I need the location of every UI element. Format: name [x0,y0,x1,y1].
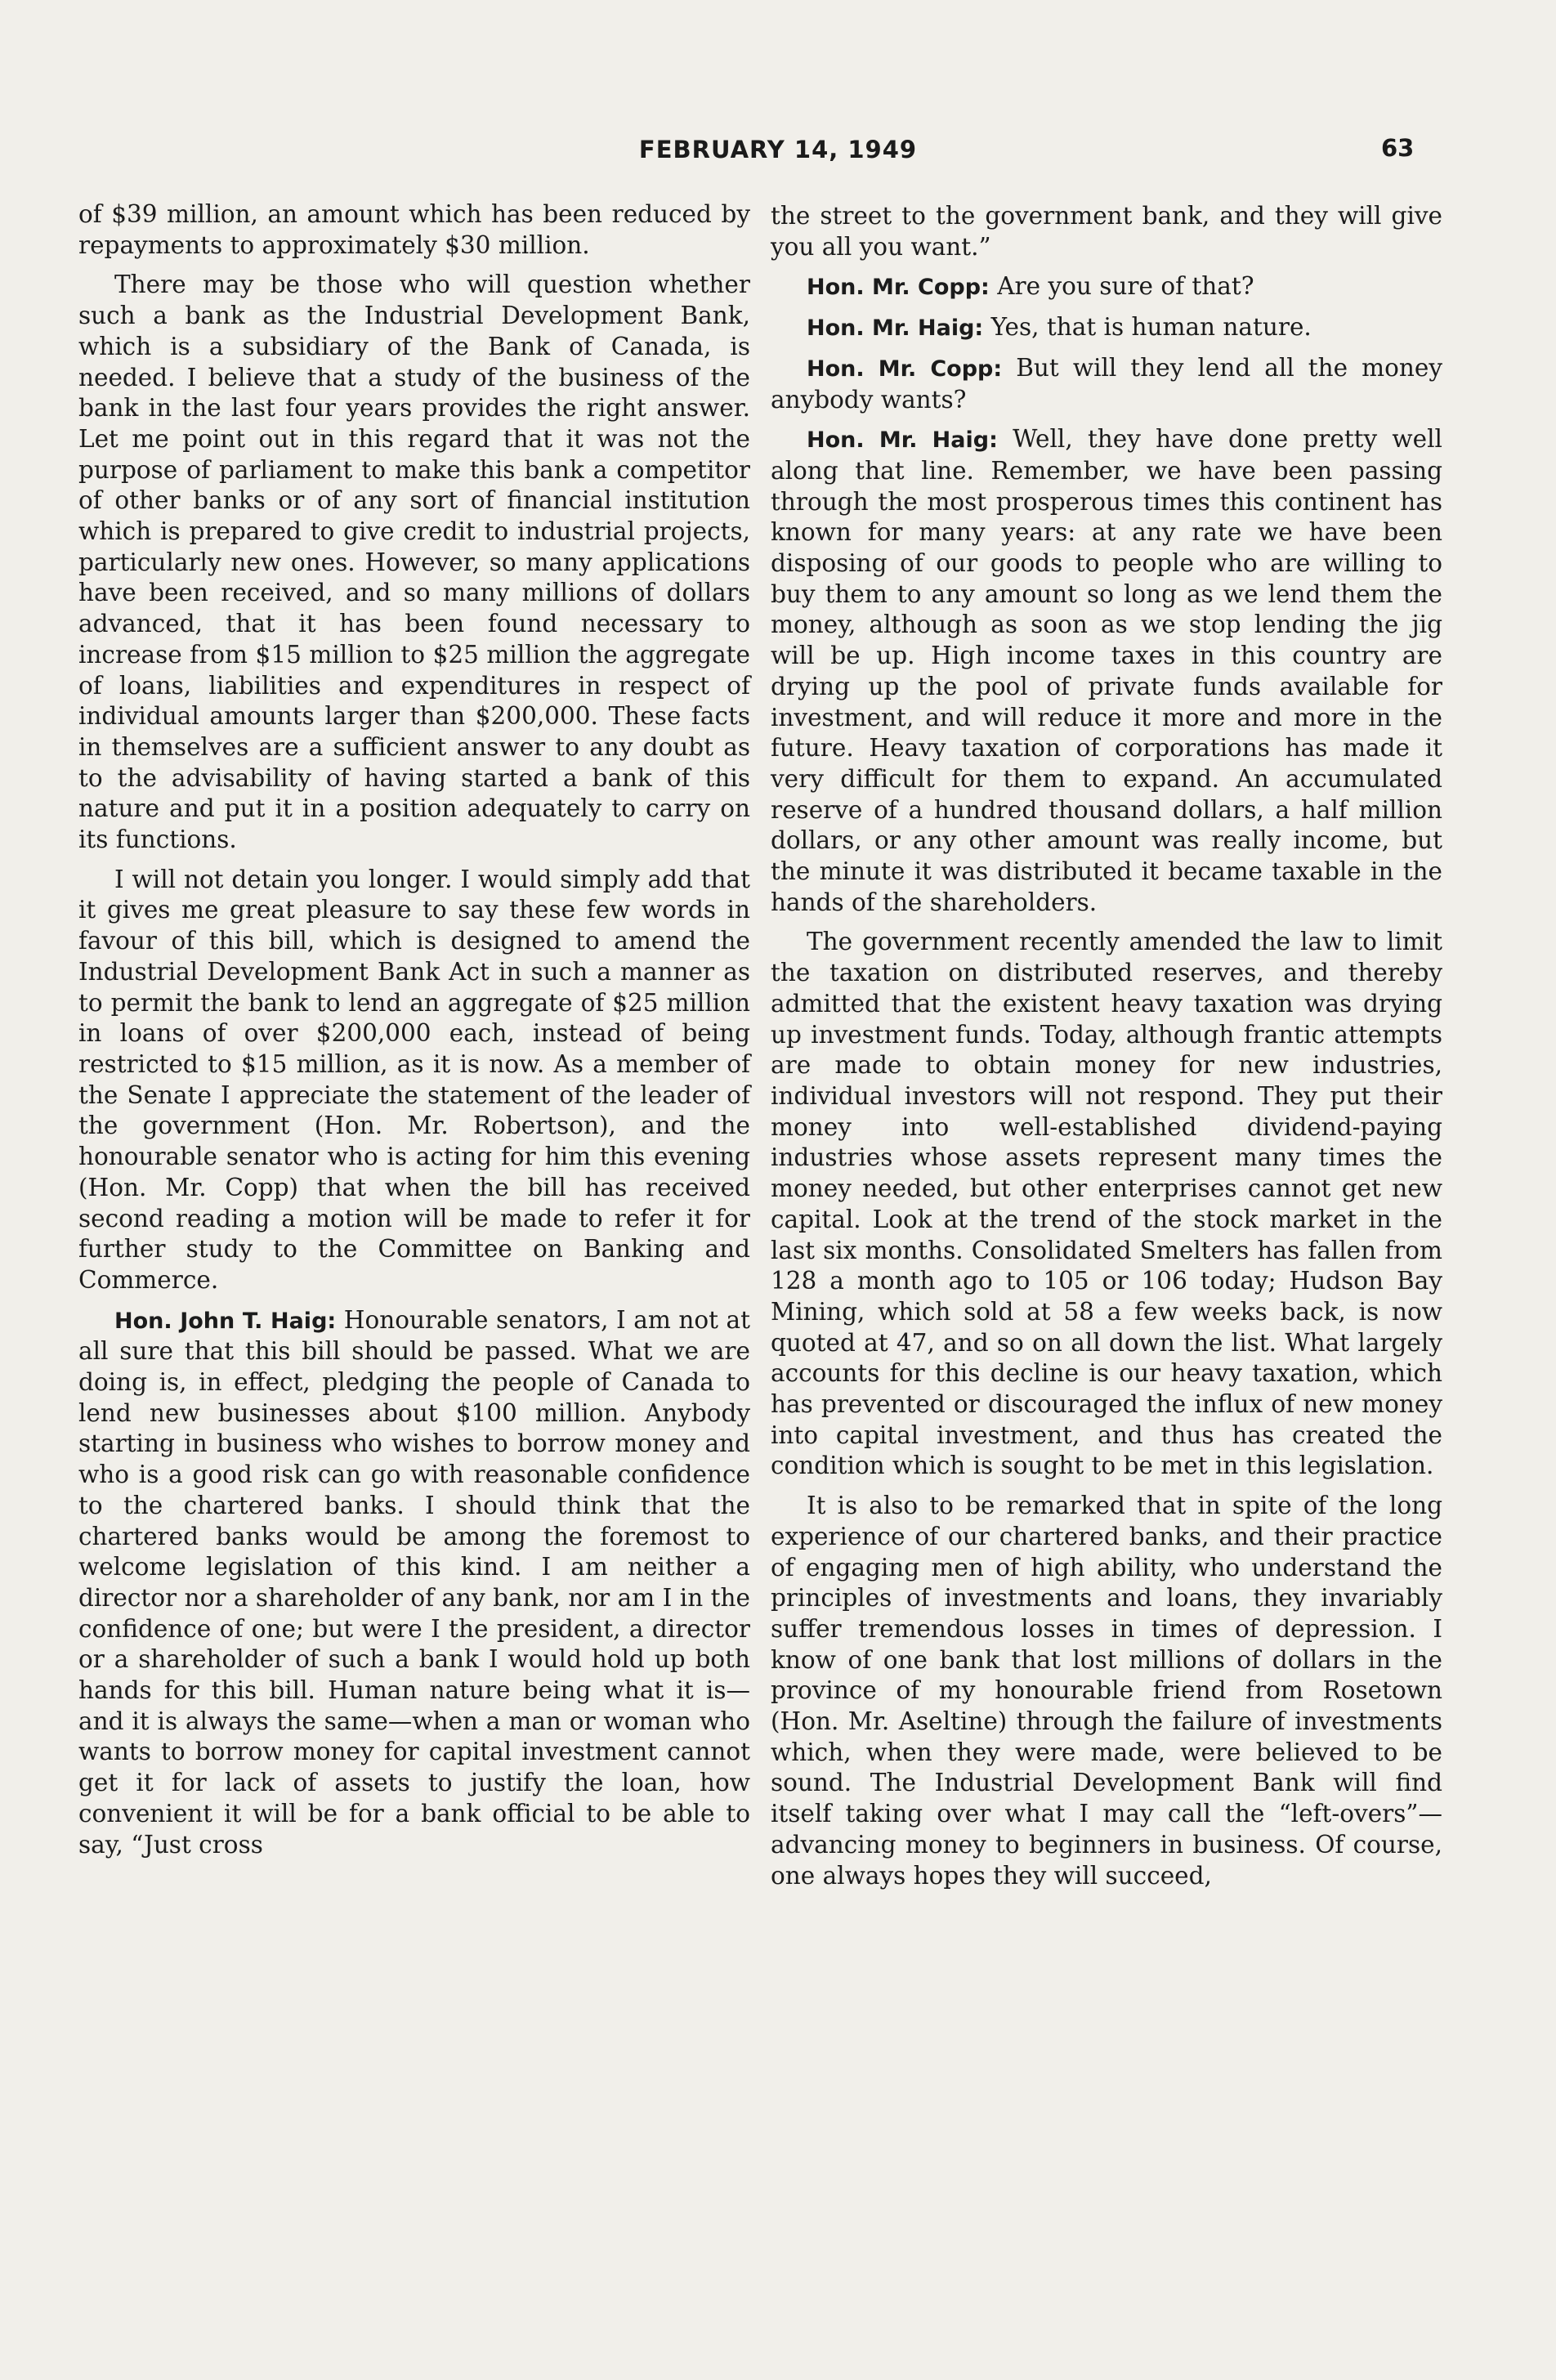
paragraph [771,1491,1442,1891]
paragraph-text: There may be those who will question whether such a bank as the Industrial Development Bank, which is a subsidiary of the Bank of Canada, is needed. I believe that a study of the business of the bank in the last four years provides the right answer. Let me point out in this regard that it was not the purpose of parliament to make this bank a competitor of other banks or of any sort of financial institution which is prepared to give credit to industrial projects, particularly new ones. However, so many applications have been received, and so many millions of dollars advanced, that it has been found necessary to increase from $15 million to $25 million the aggregate of loans, liabilities and expenditures in respect of individual amounts larger than $200,000. These facts in themselves are a sufficient answer to any doubt as to the advisability of having started a bank of this nature and put it in a position adequately to carry on its functions. [78,271,750,854]
running-head: FEBRUARY 14, 1949 [638,136,918,163]
paragraph-text: But will they lend all the money anybody wants? [771,353,1442,414]
paragraph-text: I will not detain you longer. I would simply add that it gives me great pleasure to say these few words in favour of this bill, which is designed to amend the Industrial Development Bank Act in such a manner as to permit the bank to lend an aggregate of $25 million in loans of over $200,000 each, instead of being restricted to $15 million, as it is now. As a member of the Senate I appreciate the statement of the leader of the government (Hon. Mr. Robertson), and the honourable senator who is acting for him this evening (Hon. Mr. Copp) that when the bill has received second reading a motion will be made to refer it for further study to the Committee on Banking and Commerce. [78,865,750,1294]
paragraph-text: of $39 million, an amount which has been reduced by repayments to approximately $30 million. [78,200,750,259]
speaker-name: Hon. Mr. Copp: [807,356,1003,382]
speech-paragraph [771,353,1442,415]
paragraph [78,199,750,261]
paragraph-text: Well, they have done pretty well along that line. Remember, we have been passing through the most prosperous times this continent has known for many years: at any rate we have been disposing of our goods to people who are willing to buy them to any amount so long as we lend them the money, although as soon as we stop lending the jig will be up. High income taxes in this country are drying up the pool of private funds available for investment, and will reduce it more and more in the future. Heavy taxation of corporations has made it very difficult for them to expand. An accumulated reserve of a hundred thousand dollars, a half million dollars, or any other amount was really income, but the minute it was distributed it became taxable in the hands of the shareholders. [771,425,1442,916]
speech-paragraph [771,312,1442,344]
paragraph-text: It is also to be remarked that in spite of the long experience of our chartered banks, and their practice of engaging men of high ability, who understand the principles of investments and loans, they invariably suffer tremendous losses in times of depression. I know of one bank that lost millions of dollars in the province of my honourable friend from Rosetown (Hon. Mr. Aseltine) through the failure of investments which, when they were made, were believed to be sound. The Industrial Development Bank will find itself taking over what I may call the “left-overs”—advancing money to beginners in business. Of course, one always hopes they will succeed, [771,1492,1442,1890]
right-column [771,201,1442,1900]
paragraph-text: Honourable senators, I am not at all sure that this bill should be passed. What we are doing is, in effect, pledging the people of Canada to lend new businesses about $100 million. Anybody starting in business who wishes to borrow money and who is a good risk can go with reasonable confidence to the chartered banks. I should think that the chartered banks would be among the foremost to welcome legislation of this kind. I am neither a director nor a shareholder of any bank, nor am I in the confidence of one; but were I the president, a director or a shareholder of such a bank I would hold up both hands for this bill. Human nature being what it is—and it is always the same—when a man or woman who wants to borrow money for capital investment cannot get it for lack of assets to justify the loan, how convenient it will be for a bank official to be able to say, “Just cross [78,1305,750,1859]
speech-paragraph [771,271,1442,303]
paragraph-text: The government recently amended the law to limit the taxation on distributed reserves, and thereby admitted that the existent heavy taxation was drying up investment funds. Today, although frantic attempts are made to obtain money for new industries, individual investors will not respond. They put their money into well-established dividend-paying industries whose assets represent many times the money needed, but other enterprises cannot get new capital. Look at the trend of the stock market in the last six months. Consolidated Smelters has fallen from 128 a month ago to 105 or 106 today; Hudson Bay Mining, which sold at 58 a few weeks back, is now quoted at 47, and so on all down the list. What largely accounts for this decline is our heavy taxation, which has prevented or discouraged the influx of new money into capital investment, and thus has created the condition which is sought to be met in this legislation. [771,928,1442,1480]
speaker-name: Hon. John T. Haig: [114,1308,337,1334]
speech-paragraph [771,424,1442,918]
page-header [0,136,1556,168]
paragraph [771,201,1442,262]
speaker-name: Hon. Mr. Haig: [807,315,984,342]
paragraph [78,865,750,1296]
left-column [78,199,750,1869]
paragraph-text: Yes, that is human nature. [990,313,1312,342]
speech-paragraph [78,1305,750,1861]
paragraph-text: the street to the government bank, and they will give you all you want.” [771,202,1442,261]
page-number: 63 [1381,134,1415,162]
speaker-name: Hon. Mr. Copp: [807,275,990,301]
paragraph-text: Are you sure of that? [997,272,1254,301]
paragraph [771,927,1442,1482]
paragraph [78,270,750,855]
speaker-name: Hon. Mr. Haig: [807,427,998,454]
